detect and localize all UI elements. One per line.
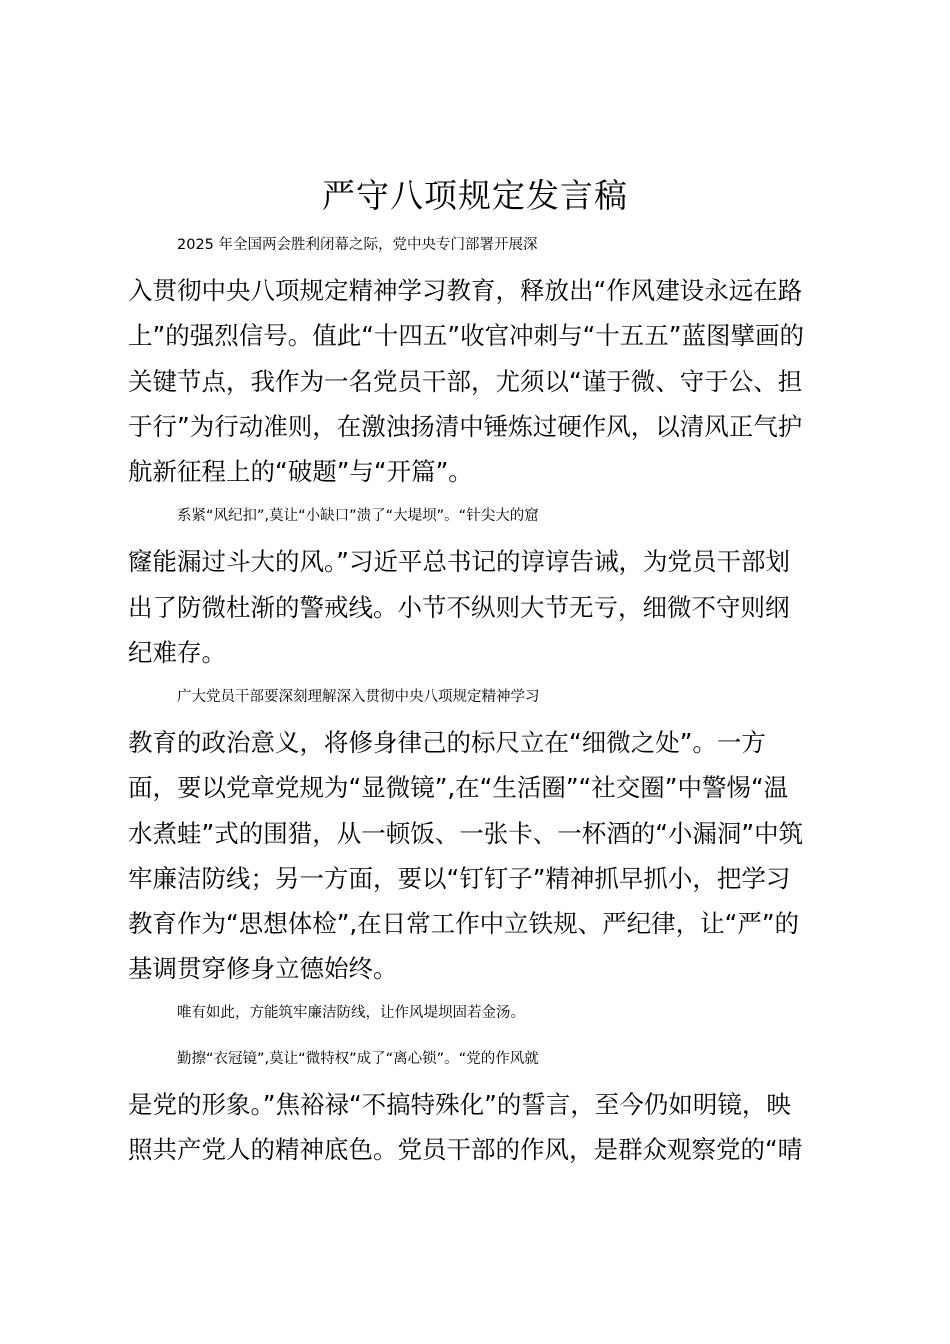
paragraph-3 <box>128 675 838 991</box>
paragraph-line: 教育作为“思想体检”,在日常工作中立铁规、严纪律，让“严”的 <box>128 909 800 939</box>
paragraph-line: 入贯彻中央八项规定精神学习教育，释放出“作风建设永远在路 <box>128 276 803 306</box>
document-title: 严守八项规定发言稿 <box>322 176 628 215</box>
paragraph-line: 面，要以党章党规为“显微镜”,在“生活圈”“社交圈”中警惕“温 <box>128 773 789 803</box>
paragraph-line: 水煮蛙”式的围猎，从一顿饭、一张卡、一杯酒的“小漏洞”中筑 <box>128 818 804 848</box>
paragraph-2 <box>128 494 838 675</box>
paragraph-line: 唯有如此，方能筑牢廉洁防线，让作风堤坝固若金汤。 <box>177 1005 525 1022</box>
paragraph-line: 航新征程上的“破题”与“开篇”。 <box>128 457 473 487</box>
paragraph-line: 广大党员干部要深刻理解深入贯彻中央八项规定精神学习 <box>177 689 540 706</box>
paragraph-line: 出了防微杜渐的警戒线。小节不纵则大节无亏，细微不守则纲 <box>128 592 790 622</box>
paragraph-line: 教育的政治意义，将修身律己的标尺立在“细微之处”。一方 <box>128 728 766 758</box>
paragraph-line: 是党的形象。”焦裕禄“不搞特殊化”的誓言，至今仍如明镜，映 <box>128 1089 791 1119</box>
paragraph-line: 纪难存。 <box>128 637 226 667</box>
paragraph-line: 基调贯穿修身立德始终。 <box>128 954 398 984</box>
paragraph-line: 2025 年全国两会胜利闭幕之际，党中央专门部署开展深 <box>177 237 538 253</box>
paragraph-line: 窿能漏过斗大的风。”习近平总书记的谆谆告诫，为党员干部划 <box>128 547 790 577</box>
paragraph-line: 上”的强烈信号。值此“十四五”收官冲刺与“十五五”蓝图擘画的 <box>128 321 804 351</box>
paragraph-4 <box>128 991 838 1036</box>
paragraph-line: 牢廉洁防线；另一方面，要以“钉钉子”精神抓早抓小，把学习 <box>128 863 791 893</box>
paragraph-line: 系紧“风纪扣”,莫让“小缺口”溃了“大堤坝”。“针尖大的窟 <box>177 508 539 525</box>
paragraph-line: 于行”为行动准则，在激浊扬清中锤炼过硬作风，以清风正气护 <box>128 411 803 441</box>
paragraph-line: 照共产党人的精神底色。党员干部的作风，是群众观察党的“晴 <box>128 1135 803 1165</box>
paragraph-1 <box>128 223 838 494</box>
document-body <box>128 223 838 1172</box>
paragraph-line: 关键节点，我作为一名党员干部，尤须以“谨于微、守于公、担 <box>128 366 803 396</box>
paragraph-line: 勤擦“衣冠镜”,莫让“微特权”成了“离心锁”。“党的作风就 <box>177 1050 539 1067</box>
paragraph-5 <box>128 1037 838 1173</box>
